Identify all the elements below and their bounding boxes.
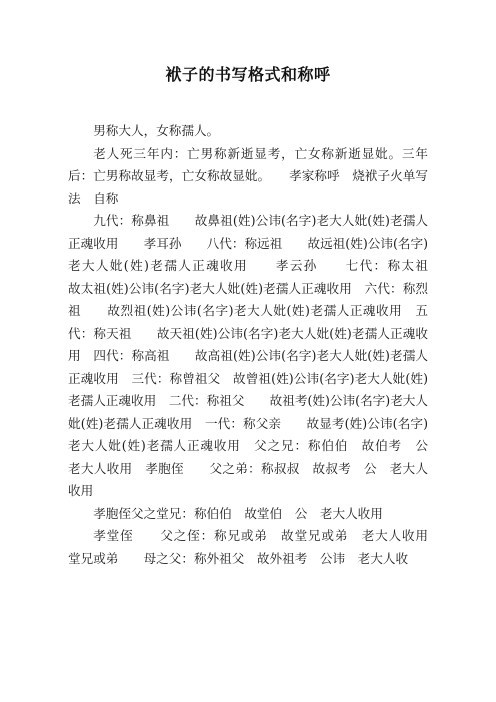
paragraph: 老人死三年内：亡男称新逝显考，亡女称新逝显妣。三年后：亡男称故显考，亡女称故显妣。 孝家称呼 烧袱子火单写法 自称 xyxy=(68,145,428,206)
paragraph: 男称大人，女称孺人。 xyxy=(93,123,220,138)
paragraph: 九代：称鼻祖 故鼻祖(姓)公讳(名字)老大人妣(姓)老孺人正魂收用 孝耳孙 八代：称远祖 故远祖(姓)公讳(名字)老大人妣(姓)老孺人正魂收用 孝云孙 七代：称太祖 故太祖(姓)公讳(名字)老大人妣(姓)老孺人正魂收用 六代：称烈祖 故烈祖(姓)公讳(名字)老大人妣(姓)老孺人正魂收用 五代：称天祖 故天祖(姓)公讳(名字)老大人妣(姓)老孺人正魂收用 四代：称高祖 故高祖(姓)公讳(名字)老大人妣(姓)老孺人正魂收用 三代：称曾祖父 故曾祖(姓)公讳(名字)老大人妣(姓)老孺人正魂收用 二代：称祖父 故祖考(姓)公讳(名字)老大人妣(姓)老孺人正魂收用 一代：称父亲 故显考(姓)公讳(名字)老大人妣(姓)老孺人正魂收用 父之兄：称伯伯 故伯考 公 老大人收用 孝胞侄 父之弟：称叔叔 故叔考 公 老大人收用 xyxy=(68,213,454,498)
paragraph: 孝胞侄父之堂兄：称伯伯 故堂伯 公 老大人收用 xyxy=(93,505,383,521)
paragraph: 孝堂侄 父之侄：称兄或弟 故堂兄或弟 老大人收用 堂兄或弟 母之父：称外祖父 故外祖考 公讳 老大人收 xyxy=(68,528,441,566)
document-body xyxy=(68,120,454,570)
document-title: 袱子的书写格式和称呼 xyxy=(165,65,331,84)
